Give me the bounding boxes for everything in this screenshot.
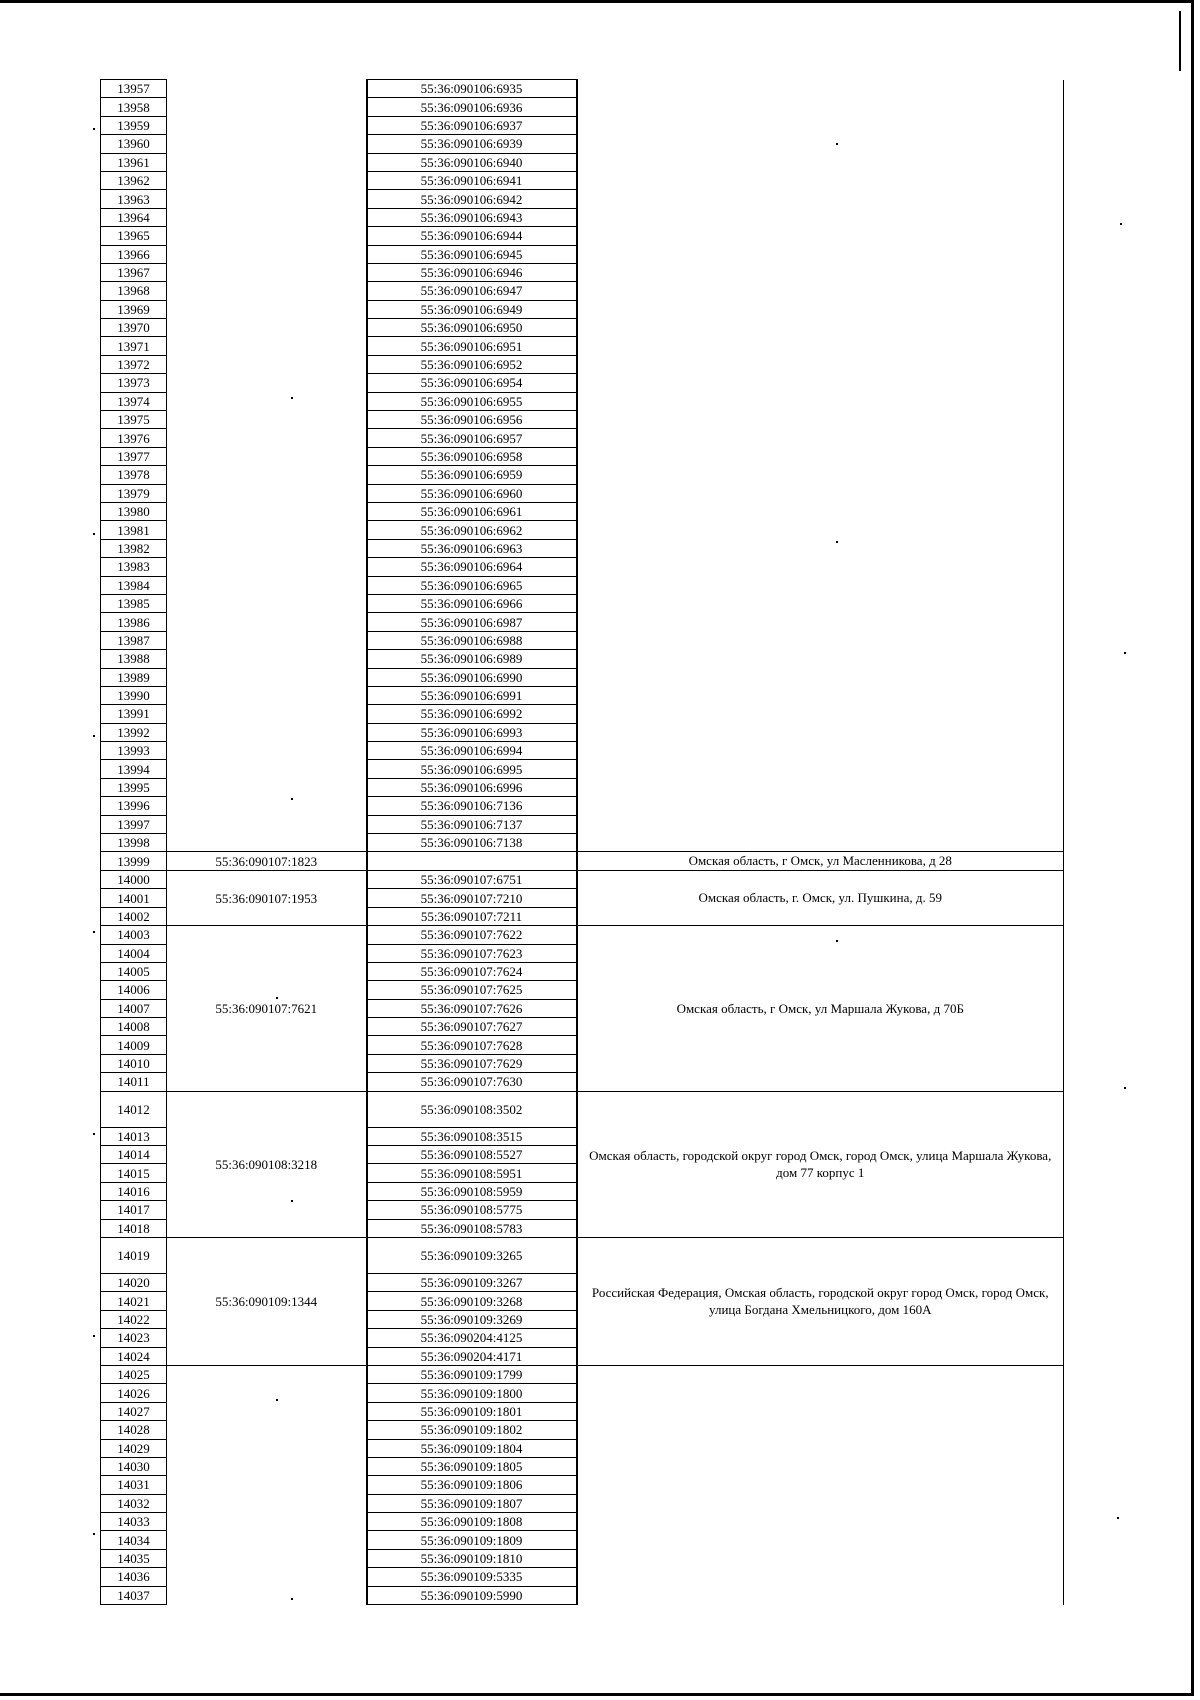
parcel-cadastral-number: 55:36:090109:1344 — [167, 1237, 367, 1365]
object-cadastral-number: 55:36:090106:6994 — [367, 742, 577, 760]
object-cadastral-number: 55:36:090109:5335 — [367, 1568, 577, 1586]
scan-speck — [291, 1200, 293, 1202]
scan-speck — [93, 1133, 95, 1135]
row-number: 13984 — [101, 576, 167, 594]
object-cadastral-number: 55:36:090106:6964 — [367, 558, 577, 576]
table-row — [101, 80, 1064, 98]
object-cadastral-number: 55:36:090109:1799 — [367, 1365, 577, 1383]
object-cadastral-number: 55:36:090106:6951 — [367, 337, 577, 355]
row-number: 13988 — [101, 650, 167, 668]
object-cadastral-number: 55:36:090106:6961 — [367, 502, 577, 520]
row-number: 13997 — [101, 815, 167, 833]
object-cadastral-number: 55:36:090106:7138 — [367, 834, 577, 852]
object-cadastral-number: 55:36:090106:6966 — [367, 594, 577, 612]
row-number: 14011 — [101, 1073, 167, 1091]
registry-body — [101, 80, 1064, 1605]
object-cadastral-number: 55:36:090109:3269 — [367, 1310, 577, 1328]
row-number: 13981 — [101, 521, 167, 539]
row-number: 13979 — [101, 484, 167, 502]
parcel-cadastral-number: 55:36:090107:1953 — [167, 870, 367, 925]
object-cadastral-number: 55:36:090106:6937 — [367, 116, 577, 134]
row-number: 14022 — [101, 1310, 167, 1328]
row-number: 14021 — [101, 1292, 167, 1310]
row-number: 13982 — [101, 539, 167, 557]
scan-speck — [93, 533, 95, 535]
scan-speck — [291, 397, 293, 399]
object-cadastral-number: 55:36:090106:6990 — [367, 668, 577, 686]
row-number: 14014 — [101, 1146, 167, 1164]
row-number: 13959 — [101, 116, 167, 134]
object-cadastral-number: 55:36:090107:7210 — [367, 889, 577, 907]
row-number: 14000 — [101, 870, 167, 888]
object-cadastral-number: 55:36:090107:7630 — [367, 1073, 577, 1091]
scan-speck — [836, 143, 838, 145]
scan-speck — [1124, 1087, 1126, 1089]
object-cadastral-number: 55:36:090109:1807 — [367, 1494, 577, 1512]
row-number: 13965 — [101, 227, 167, 245]
object-cadastral-number: 55:36:090109:1805 — [367, 1457, 577, 1475]
parcel-cadastral-number: 55:36:090107:7621 — [167, 926, 367, 1092]
object-cadastral-number: 55:36:090106:6960 — [367, 484, 577, 502]
object-cadastral-number: 55:36:090107:6751 — [367, 870, 577, 888]
object-cadastral-number: 55:36:090106:6946 — [367, 263, 577, 281]
object-cadastral-number: 55:36:090107:7625 — [367, 981, 577, 999]
row-number: 14030 — [101, 1457, 167, 1475]
object-cadastral-number: 55:36:090106:6940 — [367, 153, 577, 171]
object-cadastral-number: 55:36:090106:6954 — [367, 374, 577, 392]
row-number: 14017 — [101, 1201, 167, 1219]
scan-speck — [836, 541, 838, 543]
row-number: 14016 — [101, 1182, 167, 1200]
row-number: 13969 — [101, 300, 167, 318]
row-number: 14037 — [101, 1586, 167, 1604]
row-number: 13967 — [101, 263, 167, 281]
row-number: 13998 — [101, 834, 167, 852]
row-number: 13971 — [101, 337, 167, 355]
scan-speck — [1117, 1517, 1119, 1519]
object-cadastral-number: 55:36:090107:7629 — [367, 1054, 577, 1072]
row-number: 14034 — [101, 1531, 167, 1549]
row-number: 14028 — [101, 1421, 167, 1439]
row-number: 13983 — [101, 558, 167, 576]
object-cadastral-number: 55:36:090106:6949 — [367, 300, 577, 318]
object-cadastral-number: 55:36:090108:3502 — [367, 1091, 577, 1127]
object-cadastral-number: 55:36:090106:6950 — [367, 319, 577, 337]
object-cadastral-number: 55:36:090106:6995 — [367, 760, 577, 778]
row-number: 13996 — [101, 797, 167, 815]
row-number: 14012 — [101, 1091, 167, 1127]
row-number: 13968 — [101, 282, 167, 300]
table-row — [101, 1237, 1064, 1273]
object-cadastral-number: 55:36:090109:1806 — [367, 1476, 577, 1494]
row-number: 13966 — [101, 245, 167, 263]
object-cadastral-number: 55:36:090106:6989 — [367, 650, 577, 668]
row-number: 14023 — [101, 1329, 167, 1347]
scan-speck — [291, 798, 293, 800]
object-cadastral-number: 55:36:090106:6939 — [367, 135, 577, 153]
row-number: 13989 — [101, 668, 167, 686]
scan-speck — [291, 1598, 293, 1600]
object-cadastral-number: 55:36:090109:3267 — [367, 1273, 577, 1291]
object-cadastral-number: 55:36:090108:5527 — [367, 1146, 577, 1164]
object-cadastral-number: 55:36:090107:7626 — [367, 999, 577, 1017]
scan-speck — [276, 997, 278, 999]
row-number: 13960 — [101, 135, 167, 153]
object-cadastral-number: 55:36:090106:6958 — [367, 447, 577, 465]
scan-speck — [93, 1533, 95, 1535]
object-cadastral-number: 55:36:090106:6945 — [367, 245, 577, 263]
row-number: 13994 — [101, 760, 167, 778]
row-number: 14036 — [101, 1568, 167, 1586]
object-cadastral-number: 55:36:090106:6996 — [367, 778, 577, 796]
row-number: 13999 — [101, 852, 167, 871]
row-number: 13977 — [101, 447, 167, 465]
row-number: 13990 — [101, 686, 167, 704]
object-cadastral-number: 55:36:090106:7137 — [367, 815, 577, 833]
row-number: 14009 — [101, 1036, 167, 1054]
parcel-cadastral-number: 55:36:090108:3218 — [167, 1091, 367, 1237]
scan-speck — [1124, 652, 1126, 654]
row-number: 14013 — [101, 1127, 167, 1145]
object-cadastral-number — [367, 852, 577, 871]
row-number: 13985 — [101, 594, 167, 612]
row-number: 14004 — [101, 944, 167, 962]
row-number: 13991 — [101, 705, 167, 723]
row-number: 14002 — [101, 907, 167, 925]
row-number: 14035 — [101, 1549, 167, 1567]
object-cadastral-number: 55:36:090106:6943 — [367, 208, 577, 226]
object-cadastral-number: 55:36:090106:6957 — [367, 429, 577, 447]
table-row — [101, 852, 1064, 871]
row-number: 13980 — [101, 502, 167, 520]
row-number: 13993 — [101, 742, 167, 760]
row-number: 13975 — [101, 411, 167, 429]
object-cadastral-number: 55:36:090204:4171 — [367, 1347, 577, 1365]
object-cadastral-number: 55:36:090109:1804 — [367, 1439, 577, 1457]
object-address: Омская область, г. Омск, ул. Пушкина, д. 59 — [577, 870, 1064, 925]
object-cadastral-number: 55:36:090106:6965 — [367, 576, 577, 594]
cadastral-registry-table — [100, 79, 1064, 1605]
row-number: 13957 — [101, 80, 167, 98]
row-number: 13978 — [101, 466, 167, 484]
table-row — [101, 926, 1064, 944]
row-number: 14024 — [101, 1347, 167, 1365]
object-cadastral-number: 55:36:090107:7624 — [367, 962, 577, 980]
scan-speck — [93, 128, 95, 130]
object-cadastral-number: 55:36:090106:6952 — [367, 355, 577, 373]
object-address — [577, 80, 1064, 852]
parcel-cadastral-number — [167, 1365, 367, 1604]
row-number: 14008 — [101, 1018, 167, 1036]
row-number: 14018 — [101, 1219, 167, 1237]
object-cadastral-number: 55:36:090108:5775 — [367, 1201, 577, 1219]
object-address: Омская область, г Омск, ул Масленникова, д 28 — [577, 852, 1064, 871]
object-cadastral-number: 55:36:090106:6987 — [367, 613, 577, 631]
row-number: 13970 — [101, 319, 167, 337]
row-number: 13962 — [101, 171, 167, 189]
row-number: 14025 — [101, 1365, 167, 1383]
object-cadastral-number: 55:36:090106:6942 — [367, 190, 577, 208]
row-number: 13963 — [101, 190, 167, 208]
object-cadastral-number: 55:36:090108:5959 — [367, 1182, 577, 1200]
parcel-cadastral-number — [167, 80, 367, 852]
row-number: 13992 — [101, 723, 167, 741]
scan-speck — [836, 940, 838, 942]
scan-speck — [276, 1399, 278, 1401]
row-number: 13987 — [101, 631, 167, 649]
object-address: Омская область, городской округ город Омск, город Омск, улица Маршала Жукова, дом 77 корпус 1 — [577, 1091, 1064, 1237]
scan-speck — [93, 1335, 95, 1337]
object-cadastral-number: 55:36:090109:1801 — [367, 1402, 577, 1420]
object-cadastral-number: 55:36:090109:1800 — [367, 1384, 577, 1402]
row-number: 14020 — [101, 1273, 167, 1291]
object-cadastral-number: 55:36:090106:6941 — [367, 171, 577, 189]
scan-speck — [93, 735, 95, 737]
row-number: 13986 — [101, 613, 167, 631]
object-cadastral-number: 55:36:090109:5990 — [367, 1586, 577, 1604]
object-cadastral-number: 55:36:090107:7623 — [367, 944, 577, 962]
row-number: 14027 — [101, 1402, 167, 1420]
object-cadastral-number: 55:36:090106:6963 — [367, 539, 577, 557]
object-cadastral-number: 55:36:090109:1802 — [367, 1421, 577, 1439]
object-cadastral-number: 55:36:090106:6993 — [367, 723, 577, 741]
row-number: 13976 — [101, 429, 167, 447]
row-number: 14006 — [101, 981, 167, 999]
row-number: 14005 — [101, 962, 167, 980]
object-address: Российская Федерация, Омская область, городской округ город Омск, город Омск, улица Богдана Хмельницкого, дом 160А — [577, 1237, 1064, 1365]
object-cadastral-number: 55:36:090106:6944 — [367, 227, 577, 245]
object-cadastral-number: 55:36:090106:6959 — [367, 466, 577, 484]
row-number: 14010 — [101, 1054, 167, 1072]
object-cadastral-number: 55:36:090106:6992 — [367, 705, 577, 723]
object-cadastral-number: 55:36:090109:1809 — [367, 1531, 577, 1549]
row-number: 14003 — [101, 926, 167, 944]
row-number: 14032 — [101, 1494, 167, 1512]
object-cadastral-number: 55:36:090106:6935 — [367, 80, 577, 98]
object-cadastral-number: 55:36:090106:6988 — [367, 631, 577, 649]
row-number: 14001 — [101, 889, 167, 907]
row-number: 14015 — [101, 1164, 167, 1182]
row-number: 14033 — [101, 1513, 167, 1531]
object-cadastral-number: 55:36:090106:6956 — [367, 411, 577, 429]
row-number: 14031 — [101, 1476, 167, 1494]
object-cadastral-number: 55:36:090106:6991 — [367, 686, 577, 704]
row-number: 13958 — [101, 98, 167, 116]
row-number: 13961 — [101, 153, 167, 171]
object-cadastral-number: 55:36:090109:1808 — [367, 1513, 577, 1531]
object-cadastral-number: 55:36:090106:7136 — [367, 797, 577, 815]
table-row — [101, 1365, 1064, 1383]
object-address — [577, 1365, 1064, 1604]
object-cadastral-number: 55:36:090109:3265 — [367, 1237, 577, 1273]
object-cadastral-number: 55:36:090108:3515 — [367, 1127, 577, 1145]
object-cadastral-number: 55:36:090109:3268 — [367, 1292, 577, 1310]
object-cadastral-number: 55:36:090106:6962 — [367, 521, 577, 539]
table-row — [101, 1091, 1064, 1127]
row-number: 14029 — [101, 1439, 167, 1457]
object-cadastral-number: 55:36:090107:7628 — [367, 1036, 577, 1054]
object-cadastral-number: 55:36:090107:7622 — [367, 926, 577, 944]
row-number: 13995 — [101, 778, 167, 796]
object-cadastral-number: 55:36:090106:6947 — [367, 282, 577, 300]
object-cadastral-number: 55:36:090204:4125 — [367, 1329, 577, 1347]
scan-speck — [1120, 223, 1122, 225]
row-number: 13974 — [101, 392, 167, 410]
object-address: Омская область, г Омск, ул Маршала Жукова, д 70Б — [577, 926, 1064, 1092]
object-cadastral-number: 55:36:090108:5783 — [367, 1219, 577, 1237]
object-cadastral-number: 55:36:090107:7211 — [367, 907, 577, 925]
object-cadastral-number: 55:36:090106:6955 — [367, 392, 577, 410]
row-number: 14026 — [101, 1384, 167, 1402]
row-number: 13972 — [101, 355, 167, 373]
scan-speck — [93, 931, 95, 933]
row-number: 13973 — [101, 374, 167, 392]
row-number: 14007 — [101, 999, 167, 1017]
row-number: 14019 — [101, 1237, 167, 1273]
object-cadastral-number: 55:36:090108:5951 — [367, 1164, 577, 1182]
table-row — [101, 870, 1064, 888]
row-number: 13964 — [101, 208, 167, 226]
parcel-cadastral-number: 55:36:090107:1823 — [167, 852, 367, 871]
object-cadastral-number: 55:36:090106:6936 — [367, 98, 577, 116]
object-cadastral-number: 55:36:090109:1810 — [367, 1549, 577, 1567]
object-cadastral-number: 55:36:090107:7627 — [367, 1018, 577, 1036]
